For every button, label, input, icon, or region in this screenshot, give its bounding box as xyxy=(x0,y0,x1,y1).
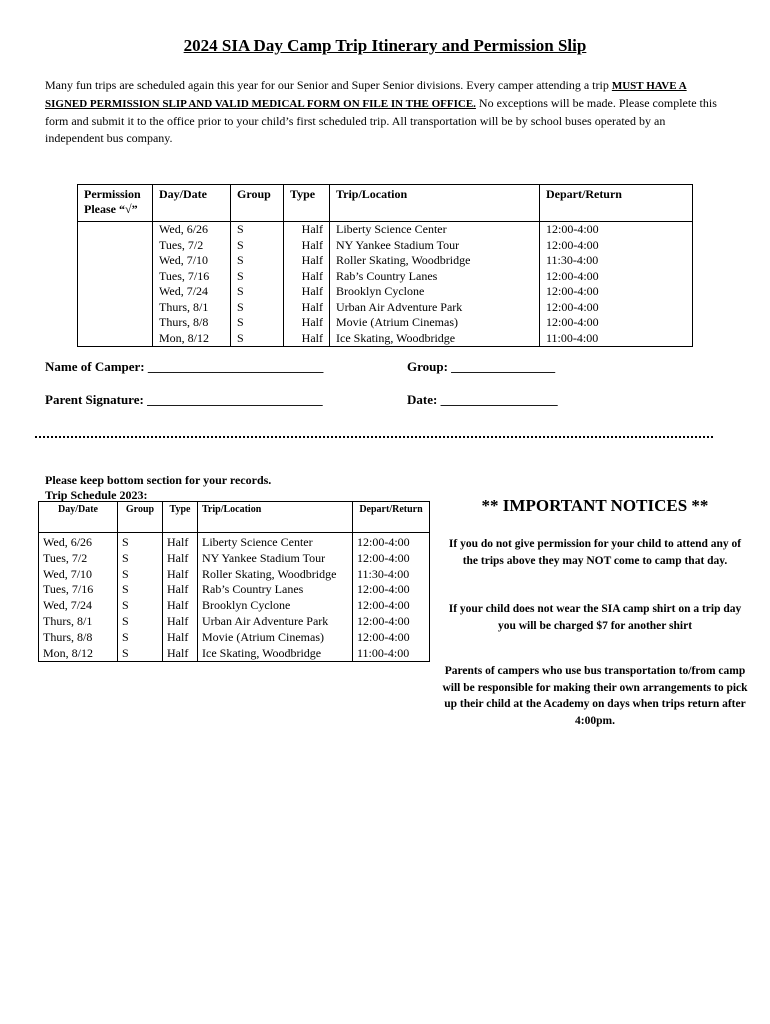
cell-type: Half xyxy=(163,533,198,551)
cell-group: S xyxy=(118,598,163,614)
header-depart: Depart/Return xyxy=(540,185,693,222)
cell-day: Tues, 7/16 xyxy=(39,582,118,598)
cell-depart: 12:00-4:00 xyxy=(540,269,693,285)
cell-depart: 12:00-4:00 xyxy=(353,582,430,598)
cell-day: Tues, 7/16 xyxy=(153,269,231,285)
table-row xyxy=(39,582,430,598)
cell-type: Half xyxy=(163,567,198,583)
cell-depart: 12:00-4:00 xyxy=(353,598,430,614)
cell-depart: 12:00-4:00 xyxy=(353,614,430,630)
cell-day: Thurs, 8/8 xyxy=(39,630,118,646)
cell-type: Half xyxy=(284,300,330,316)
cell-group: S xyxy=(118,646,163,662)
sched-header-group: Group xyxy=(118,502,163,533)
cell-group: S xyxy=(118,567,163,583)
cell-group: S xyxy=(231,253,284,269)
cell-day: Wed, 6/26 xyxy=(39,533,118,551)
table-row xyxy=(78,253,693,269)
table-row xyxy=(78,331,693,347)
cell-type: Half xyxy=(284,269,330,285)
cell-depart: 12:00-4:00 xyxy=(540,284,693,300)
table-row xyxy=(78,300,693,316)
keep-note xyxy=(45,473,271,503)
cell-trip: Movie (Atrium Cinemas) xyxy=(198,630,353,646)
schedule-table-header xyxy=(39,502,430,533)
cell-type: Half xyxy=(163,598,198,614)
table-row xyxy=(78,315,693,331)
notice-transportation: Parents of campers who use bus transportation to/from camp will be responsible for making their own arrangements to pick up their child at the Academy on days when trips return after 4:00pm. xyxy=(442,665,748,727)
cell-depart: 12:00-4:00 xyxy=(540,300,693,316)
cell-type: Half xyxy=(163,614,198,630)
cell-trip: Liberty Science Center xyxy=(330,222,540,238)
cell-day: Wed, 7/24 xyxy=(39,598,118,614)
cell-trip: Rab’s Country Lanes xyxy=(198,582,353,598)
schedule-table xyxy=(38,501,430,662)
cell-type: Half xyxy=(163,646,198,662)
table-row xyxy=(39,630,430,646)
header-day: Day/Date xyxy=(153,185,231,222)
cell-type: Half xyxy=(163,630,198,646)
cell-group: S xyxy=(231,331,284,347)
cell-depart: 12:00-4:00 xyxy=(353,551,430,567)
cell-type: Half xyxy=(284,315,330,331)
notices-heading: ** IMPORTANT NOTICES ** xyxy=(481,496,709,515)
cell-depart: 11:00-4:00 xyxy=(353,646,430,662)
cell-trip: Urban Air Adventure Park xyxy=(330,300,540,316)
header-group: Group xyxy=(231,185,284,222)
sched-header-trip: Trip/Location xyxy=(198,502,353,533)
cell-group: S xyxy=(231,284,284,300)
sched-header-type: Type xyxy=(163,502,198,533)
parent-signature-field[interactable]: Parent Signature: ___________________________ xyxy=(45,392,323,407)
permission-check-cell[interactable] xyxy=(78,331,153,347)
intro-paragraph xyxy=(45,77,725,147)
cell-trip: Brooklyn Cyclone xyxy=(330,284,540,300)
intro-text-2: No exceptions will be made. Please complete this form and submit it to the office prior to your child’s first scheduled trip. All transportation will be by school buses operated by an independent bus company. xyxy=(45,96,717,145)
cell-depart: 11:30-4:00 xyxy=(540,253,693,269)
cell-depart: 11:00-4:00 xyxy=(540,331,693,347)
permission-check-cell[interactable] xyxy=(78,238,153,254)
table-row xyxy=(78,222,693,238)
header-trip: Trip/Location xyxy=(330,185,540,222)
cell-group: S xyxy=(231,269,284,285)
page-title: 2024 SIA Day Camp Trip Itinerary and Permission Slip xyxy=(183,36,587,55)
cell-depart: 12:00-4:00 xyxy=(540,238,693,254)
cell-depart: 12:00-4:00 xyxy=(353,630,430,646)
sched-header-depart: Depart/Return xyxy=(353,502,430,533)
cell-day: Thurs, 8/8 xyxy=(153,315,231,331)
cell-trip: NY Yankee Stadium Tour xyxy=(330,238,540,254)
intro-emphasis: MUST HAVE A SIGNED PERMISSION SLIP AND VALID MEDICAL FORM ON FILE IN THE OFFICE. xyxy=(45,80,687,110)
cell-type: Half xyxy=(284,284,330,300)
cell-day: Thurs, 8/1 xyxy=(39,614,118,630)
notice-shirt: If your child does not wear the SIA camp shirt on a trip day you will be charged $7 for another shirt xyxy=(448,603,742,632)
permission-check-cell[interactable] xyxy=(78,253,153,269)
cell-day: Mon, 8/12 xyxy=(39,646,118,662)
cell-day: Wed, 7/24 xyxy=(153,284,231,300)
cell-depart: 12:00-4:00 xyxy=(353,533,430,551)
permission-table-header xyxy=(78,185,693,222)
cell-trip: Brooklyn Cyclone xyxy=(198,598,353,614)
table-row xyxy=(39,551,430,567)
cell-trip: Ice Skating, Woodbridge xyxy=(330,331,540,347)
cell-day: Wed, 7/10 xyxy=(153,253,231,269)
permission-check-cell[interactable] xyxy=(78,269,153,285)
cell-day: Tues, 7/2 xyxy=(39,551,118,567)
cut-line xyxy=(35,436,713,438)
cell-group: S xyxy=(231,238,284,254)
cell-group: S xyxy=(118,630,163,646)
sched-header-day: Day/Date xyxy=(39,502,118,533)
permission-table xyxy=(77,184,693,347)
cell-day: Thurs, 8/1 xyxy=(153,300,231,316)
keep-note-line1: Please keep bottom section for your records. xyxy=(45,473,272,487)
date-field[interactable]: Date: __________________ xyxy=(407,392,558,407)
header-permission: Permission Please “√” xyxy=(78,185,153,222)
cell-type: Half xyxy=(284,238,330,254)
cell-trip: Urban Air Adventure Park xyxy=(198,614,353,630)
cell-day: Wed, 6/26 xyxy=(153,222,231,238)
cell-depart: 12:00-4:00 xyxy=(540,222,693,238)
cell-trip: Roller Skating, Woodbridge xyxy=(198,567,353,583)
cell-group: S xyxy=(118,614,163,630)
cell-trip: Liberty Science Center xyxy=(198,533,353,551)
cell-depart: 11:30-4:00 xyxy=(353,567,430,583)
cell-group: S xyxy=(231,222,284,238)
cell-type: Half xyxy=(284,253,330,269)
cell-type: Half xyxy=(284,222,330,238)
permission-check-cell[interactable] xyxy=(78,284,153,300)
cell-group: S xyxy=(231,300,284,316)
cell-group: S xyxy=(118,582,163,598)
notice-permission: If you do not give permission for your child to attend any of the trips above they may NOT come to camp that day. xyxy=(448,538,742,567)
camper-name-field[interactable]: Name of Camper: ___________________________ xyxy=(45,359,324,374)
intro-text-1: Many fun trips are scheduled again this year for our Senior and Super Senior divisions. Every camper attending a trip xyxy=(45,78,612,92)
cell-type: Half xyxy=(163,551,198,567)
table-row xyxy=(39,646,430,662)
table-row xyxy=(39,614,430,630)
cell-trip: NY Yankee Stadium Tour xyxy=(198,551,353,567)
keep-note-line2: Trip Schedule 2023: xyxy=(45,488,148,502)
table-row xyxy=(78,284,693,300)
permission-check-cell[interactable] xyxy=(78,222,153,238)
table-row xyxy=(39,533,430,551)
cell-trip: Rab’s Country Lanes xyxy=(330,269,540,285)
header-type: Type xyxy=(284,185,330,222)
cell-day: Tues, 7/2 xyxy=(153,238,231,254)
group-field[interactable]: Group: ________________ xyxy=(407,359,556,374)
cell-type: Half xyxy=(163,582,198,598)
permission-check-cell[interactable] xyxy=(78,315,153,331)
table-row xyxy=(39,567,430,583)
cell-trip: Ice Skating, Woodbridge xyxy=(198,646,353,662)
cell-group: S xyxy=(118,533,163,551)
cell-trip: Roller Skating, Woodbridge xyxy=(330,253,540,269)
permission-check-cell[interactable] xyxy=(78,300,153,316)
cell-trip: Movie (Atrium Cinemas) xyxy=(330,315,540,331)
cell-day: Wed, 7/10 xyxy=(39,567,118,583)
cell-group: S xyxy=(118,551,163,567)
cell-type: Half xyxy=(284,331,330,347)
table-row xyxy=(39,598,430,614)
cell-day: Mon, 8/12 xyxy=(153,331,231,347)
table-row xyxy=(78,269,693,285)
cell-depart: 12:00-4:00 xyxy=(540,315,693,331)
table-row xyxy=(78,238,693,254)
cell-group: S xyxy=(231,315,284,331)
